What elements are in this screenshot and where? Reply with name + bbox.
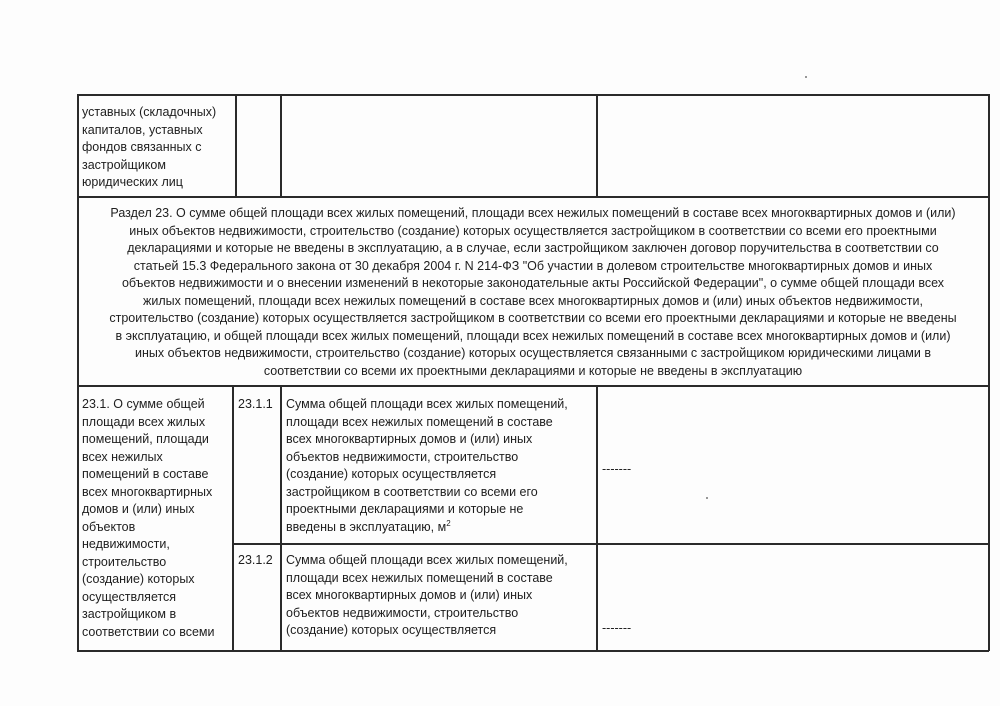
row-divider-2	[77, 385, 989, 387]
section-23-heading: Раздел 23. О сумме общей площади всех жилых помещений, площади всех нежилых помещений в составе всех многоквартирных домов и (или) иных объектов недвижимости, строительство (создание) которых осуществляется застройщиком в соответствии со всеми его проектными декларациями и которые не введены в эксплуатацию, а в случае, если застройщиком заключен договор поручительства в соответствии со статьей 15.3 Федерального закона от 30 декабря 2004 г. N 214-ФЗ "Об участии в долевом строительстве многоквартирных домов и иных объектов недвижимости и о внесении изменений в некоторые законодательные акты Российской Федерации", о сумме общей площади всех жилых помещений, площади всех нежилых помещений в составе всех многоквартирных домов и (или) иных объектов недвижимости, строительство (создание) которых осуществляется застройщиком в соответствии со всеми его проектными декларациями и которые не введены в эксплуатацию, и общей площади всех жилых помещений, площади всех нежилых помещений в составе всех многоквартирных домов и (или) иных объектов недвижимости, строительство (создание) которых осуществляется связанными с застройщиком юридическими лицами в соответствии со всеми их проектными декларациями и которые не введены в эксплуатацию	[109, 206, 957, 378]
top-row-col-divider-2	[280, 94, 282, 197]
row-divider-3	[232, 543, 989, 545]
subsection-23-1-title: 23.1. О сумме общей площади всех жилых помещений, площади всех нежилых помещений в составе всех многоквартирных домов и (или) иных объектов недвижимости, строительство (создание) которых осуществляется застройщиком в соответствии со всеми	[82, 397, 215, 639]
table-border-top	[77, 94, 989, 96]
sub-col-divider-2	[280, 385, 282, 651]
table-border-bottom	[77, 650, 989, 652]
row-description-23-1-1-text: Сумма общей площади всех жилых помещений, площади всех нежилых помещений в составе всех многоквартирных домов и (или) иных объектов недвижимости, строительство (создание) которых осуществляется застройщиком в соответствии со всеми его проектными декларациями и которые не введены в эксплуатацию, м	[286, 397, 568, 534]
table-border-left	[77, 94, 79, 651]
top-row-col-divider-1	[235, 94, 237, 197]
row-code-23-1-2: 23.1.2	[238, 553, 273, 567]
scan-speck	[706, 497, 708, 499]
top-row-col-divider-3	[596, 94, 598, 197]
scan-speck	[805, 76, 807, 78]
sub-col-divider-3	[596, 385, 598, 651]
sub-col-divider-1	[232, 385, 234, 651]
row-description-23-1-1	[286, 396, 594, 536]
top-row-label: уставных (складочных) капиталов, уставных фондов связанных с застройщиком юридических лиц	[82, 105, 217, 189]
row-value-23-1-1: -------	[602, 462, 632, 476]
row-code-23-1-1: 23.1.1	[238, 397, 273, 411]
row-divider-1	[77, 196, 989, 198]
row-value-23-1-2: -------	[602, 621, 632, 635]
row-description-23-1-2: Сумма общей площади всех жилых помещений, площади всех нежилых помещений в составе всех многоквартирных домов и (или) иных объектов недвижимости, строительство (создание) которых осуществляется	[286, 553, 568, 637]
unit-superscript: 2	[446, 518, 451, 528]
table-border-right	[988, 94, 990, 651]
